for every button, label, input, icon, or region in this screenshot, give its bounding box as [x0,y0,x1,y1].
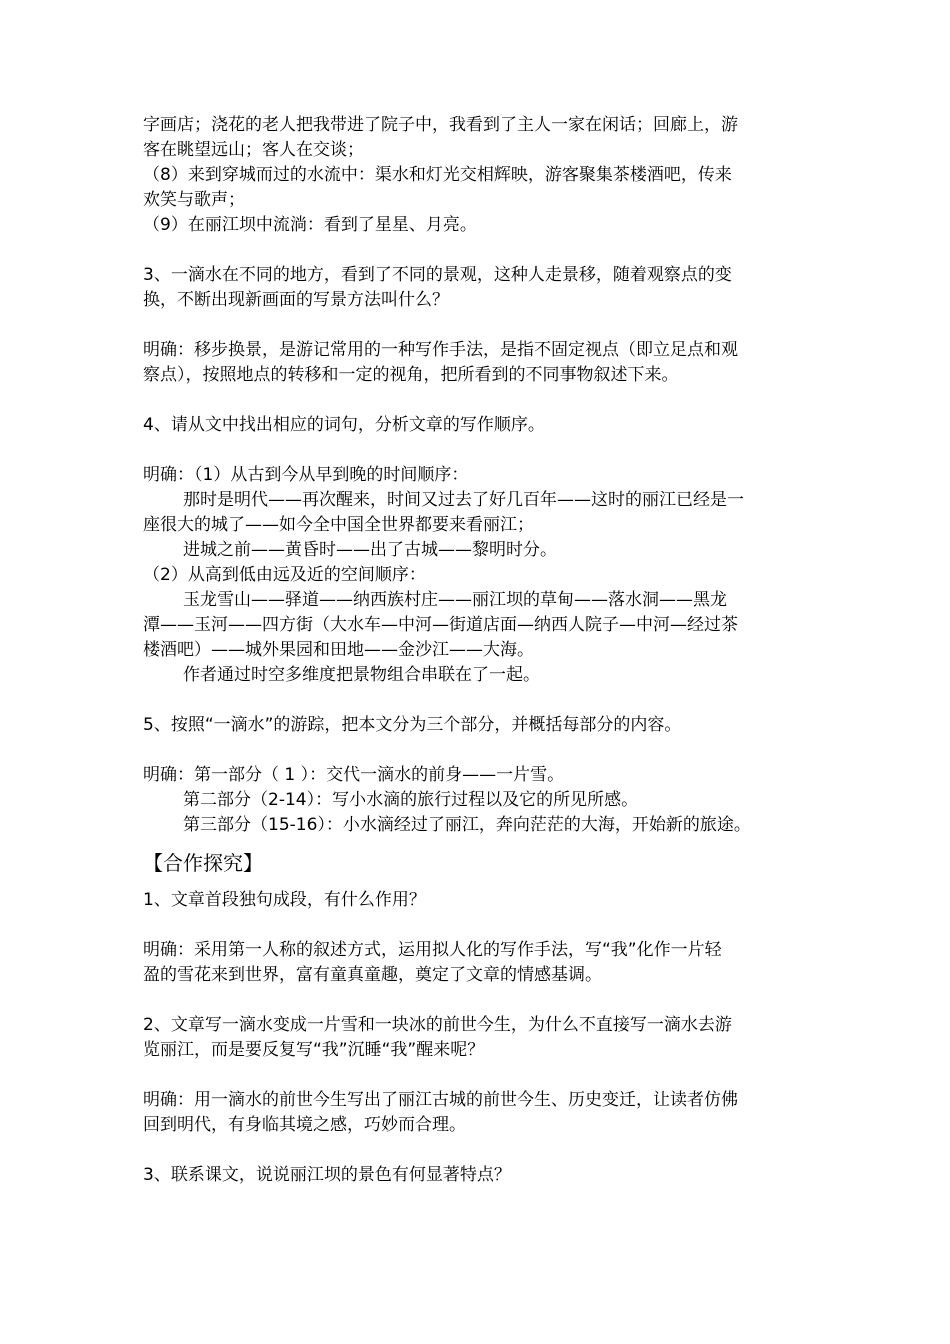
text-line: （9）在丽江坝中流淌：看到了星星、月亮。 [143,215,477,235]
text-line: 那时是明代——再次醒来，时间又过去了好几百年——这时的丽江已经是一 [183,490,744,510]
question-5: 5、按照“一滴水”的游踪，把本文分为三个部分，并概括每部分的内容。 [143,715,682,735]
paragraph-gap [143,438,823,463]
text-line: 客在眺望远山；客人在交谈； [143,140,364,160]
coop-question-3: 3、联系课文，说说丽江坝的景色有何显著特点？ [143,1165,511,1185]
paragraph-gap [143,913,823,938]
coop-question-2: 2、文章写一滴水变成一片雪和一块冰的前世今生，为什么不直接写一滴水去游 [143,1015,732,1035]
paragraph-gap [143,738,823,763]
paragraph-gap [143,238,823,263]
text-line: 进城之前——黄昏时——出了古城——黎明时分。 [183,540,557,560]
paragraph-gap [143,988,823,1013]
text-line: 欢笑与歌声； [143,190,245,210]
text-line: 览丽江，而是要反复写“我”沉睡“我”醒来呢？ [143,1040,485,1060]
question-3: 3、一滴水在不同的地方，看到了不同的景观，这种人走景移，随着观察点的变 [143,265,732,285]
text-line: 盈的雪花来到世界，富有童真童趣，奠定了文章的情感基调。 [143,965,602,985]
coop-answer-1: 明确：采用第一人称的叙述方式，运用拟人化的写作手法，写“我”化作一片轻 [143,940,722,960]
text-line: 座很大的城了——如今全中国全世界都要来看丽江； [143,515,534,535]
question-4: 4、请从文中找出相应的词句，分析文章的写作顺序。 [143,415,545,435]
text-line: 第二部分（2-14）：写小水滴的旅行过程以及它的所见所感。 [183,790,639,810]
text-line: 察点），按照地点的转移和一定的视角，把所看到的不同事物叙述下来。 [143,365,679,385]
answer-4: 明确：（1）从古到今从早到晚的时间顺序： [143,465,469,485]
paragraph-gap [143,1063,823,1088]
answer-3: 明确：移步换景，是游记常用的一种写作手法，是指不固定视点（即立足点和观 [143,340,738,360]
text-line: 潭——玉河——四方街（大水车—中河—街道店面—纳西人院子—中河—经过茶 [143,615,738,635]
text-line: 玉龙雪山——驿道——纳西族村庄——丽江坝的草甸——落水洞——黑龙 [183,590,727,610]
section-title: 【合作探究】 [143,851,263,875]
text-line: 回到明代，有身临其境之感，巧妙而合理。 [143,1115,466,1135]
text-line: 换，不断出现新画面的写景方法叫什么？ [143,290,449,310]
paragraph-gap [143,1138,823,1163]
coop-answer-2: 明确：用一滴水的前世今生写出了丽江古城的前世今生、历史变迁，让读者仿佛 [143,1090,738,1110]
paragraph-gap [143,313,823,338]
text-line: 第三部分（15-16）：小水滴经过了丽江，奔向茫茫的大海，开始新的旅途。 [183,815,751,835]
text-line: （2）从高到低由远及近的空间顺序： [143,565,426,585]
document-page [143,113,823,1188]
text-line: 作者通过时空多维度把景物组合串联在了一起。 [183,665,540,685]
paragraph-gap [143,688,823,713]
text-line: （8）来到穿城而过的水流中：渠水和灯光交相辉映，游客聚集茶楼酒吧，传来 [143,165,732,185]
coop-question-1: 1、文章首段独句成段，有什么作用？ [143,890,426,910]
text-line: 字画店；浇花的老人把我带进了院子中，我看到了主人一家在闲话；回廊上，游 [143,115,738,135]
text-line: 楼酒吧）——城外果园和田地——金沙江——大海。 [143,640,534,660]
paragraph-gap [143,388,823,413]
answer-5: 明确：第一部分（ 1 ）：交代一滴水的前身——一片雪。 [143,765,565,785]
